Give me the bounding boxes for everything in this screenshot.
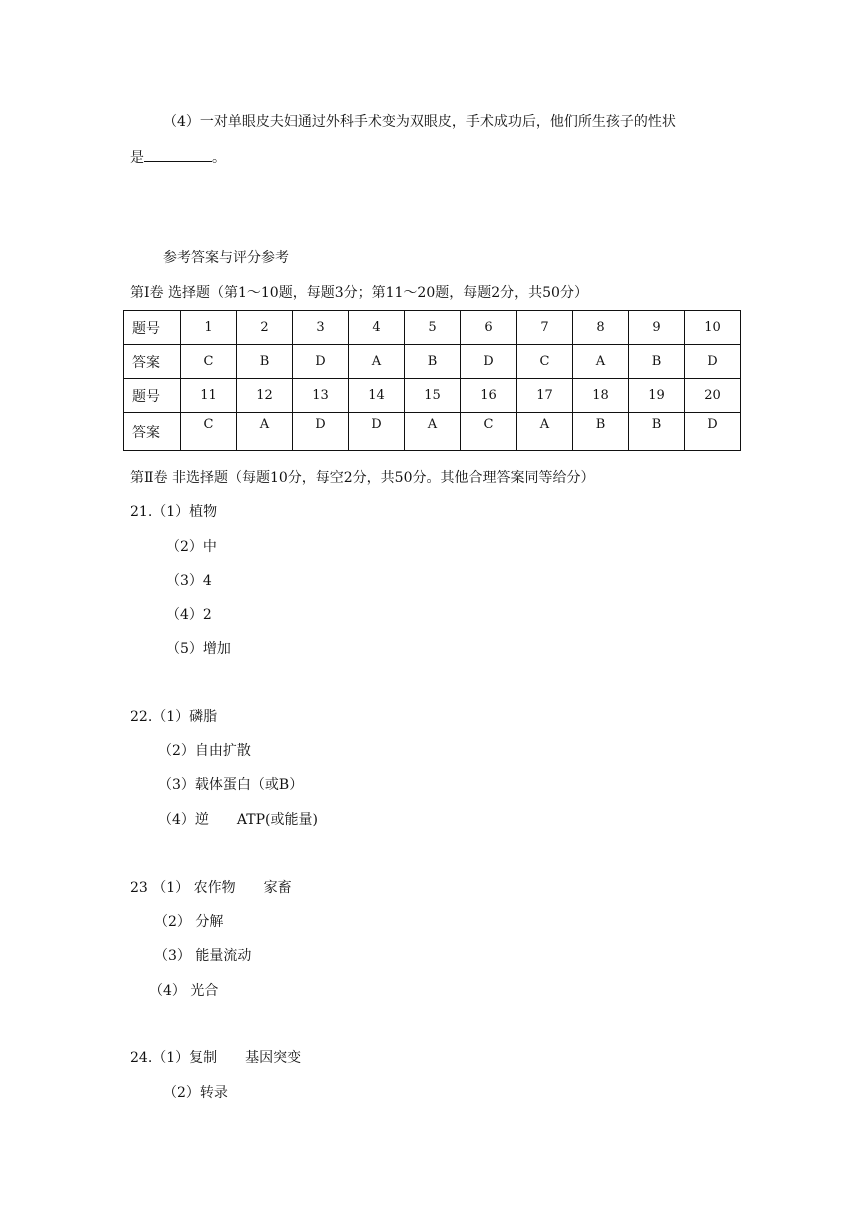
row-label: 题号 — [124, 379, 181, 413]
table-cell: A — [517, 413, 573, 451]
table-cell: B — [237, 345, 293, 379]
table-cell: C — [461, 413, 517, 451]
q22-item-2: （2）自由扩散 — [158, 743, 251, 759]
q23-item-3: （3） 能量流动 — [154, 948, 252, 964]
q4-line1: （4）一对单眼皮夫妇通过外科手术变为双眼皮，手术成功后，他们所生孩子的性状 — [163, 114, 676, 130]
q21-item-5: （5）增加 — [166, 641, 231, 657]
q21-item-3: （3）4 — [166, 573, 212, 589]
table-cell: 1 — [181, 311, 237, 345]
table-cell: A — [405, 413, 461, 451]
table-cell: B — [629, 413, 685, 451]
answer-table — [123, 310, 741, 451]
table-cell: 10 — [685, 311, 741, 345]
table-cell: 5 — [405, 311, 461, 345]
table-cell: C — [517, 345, 573, 379]
table-cell: B — [405, 345, 461, 379]
table-cell: 15 — [405, 379, 461, 413]
table-cell: D — [293, 345, 349, 379]
table-cell: 2 — [237, 311, 293, 345]
q21-item-4: （4）2 — [166, 607, 212, 623]
q21-head: 21.（1）植物 — [130, 504, 218, 520]
table-cell: D — [685, 345, 741, 379]
table-cell: 14 — [349, 379, 405, 413]
table-row — [124, 379, 741, 413]
section2-title: 第Ⅱ卷 非选择题（每题10分，每空2分，共50分。其他合理答案同等给分） — [130, 470, 595, 486]
table-cell: C — [181, 345, 237, 379]
q22-head: 22.（1）磷脂 — [130, 709, 218, 725]
answer-blank — [144, 147, 212, 162]
table-cell: D — [293, 413, 349, 451]
table-cell: D — [685, 413, 741, 451]
table-cell: 6 — [461, 311, 517, 345]
table-cell: A — [349, 345, 405, 379]
q23-item-4: （4） 光合 — [149, 983, 219, 999]
table-cell: B — [573, 413, 629, 451]
table-cell: 20 — [685, 379, 741, 413]
q21-item-2: （2）中 — [166, 539, 217, 555]
table-cell: 9 — [629, 311, 685, 345]
table-row — [124, 345, 741, 379]
q22-item-3: （3）载体蛋白（或B） — [158, 777, 304, 793]
q4-prefix: 是 — [130, 150, 144, 166]
table-cell: 3 — [293, 311, 349, 345]
table-cell: A — [237, 413, 293, 451]
section1-title: 第Ⅰ卷 选择题（第1～10题，每题3分；第11～20题，每题2分，共50分） — [130, 285, 588, 301]
q22-item-4: （4）逆 ATP(或能量) — [158, 812, 318, 828]
row-label: 答案 — [124, 345, 181, 379]
q24-item-2: （2）转录 — [163, 1085, 228, 1101]
q23-head: 23 （1） 农作物 家畜 — [130, 880, 292, 896]
table-cell: 16 — [461, 379, 517, 413]
answers-title: 参考答案与评分参考 — [163, 250, 289, 266]
table-cell: 4 — [349, 311, 405, 345]
table-cell: D — [461, 345, 517, 379]
table-cell: 19 — [629, 379, 685, 413]
q4-line2 — [130, 147, 226, 167]
table-cell: 13 — [293, 379, 349, 413]
table-row — [124, 413, 741, 451]
table-cell: 11 — [181, 379, 237, 413]
table-cell: B — [629, 345, 685, 379]
q4-suffix: 。 — [212, 150, 226, 166]
table-cell: 12 — [237, 379, 293, 413]
table-row — [124, 311, 741, 345]
table-cell: 8 — [573, 311, 629, 345]
table-cell: 7 — [517, 311, 573, 345]
row-label: 题号 — [124, 311, 181, 345]
table-cell: C — [181, 413, 237, 451]
table-cell: 18 — [573, 379, 629, 413]
q24-head: 24.（1）复制 基因突变 — [130, 1050, 302, 1066]
row-label: 答案 — [124, 413, 181, 451]
q23-item-2: （2） 分解 — [154, 914, 224, 930]
table-cell: A — [573, 345, 629, 379]
table-cell: D — [349, 413, 405, 451]
table-cell: 17 — [517, 379, 573, 413]
